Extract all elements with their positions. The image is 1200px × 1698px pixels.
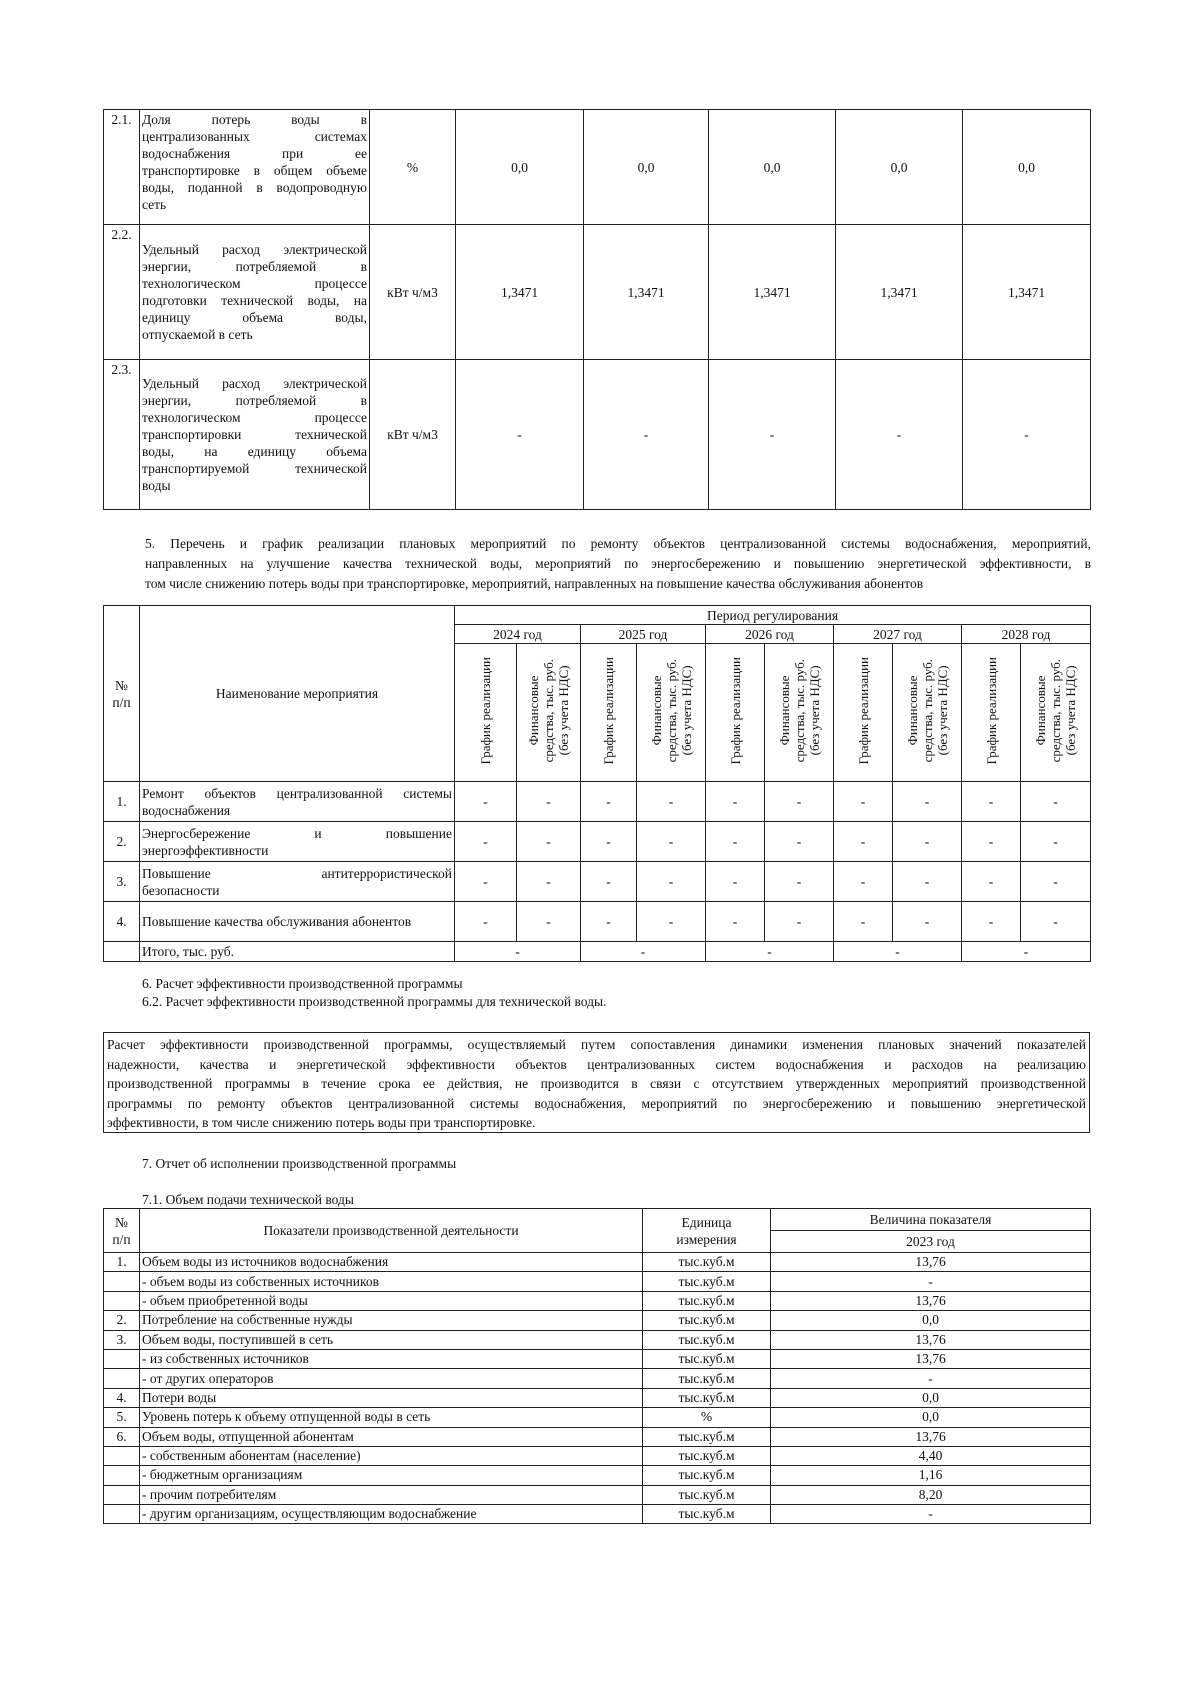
col-value-header: Величина показателя — [771, 1209, 1091, 1231]
indicator-number: 2.3. — [104, 360, 140, 510]
row-unit: тыс.куб.м — [643, 1369, 771, 1388]
indicator-value: 1,3471 — [963, 225, 1091, 360]
row-number — [104, 1369, 140, 1388]
finance-header: Финансовые средства, тыс. руб. (без учета НДС) — [1021, 644, 1091, 782]
row-unit: тыс.куб.м — [643, 1485, 771, 1504]
section5-heading: 5. Перечень и график реализации плановых мероприятий по ремонту объектов централизованной системы водоснабжения, мероприятий, направленных на улучшение качества технической воды, мероприятий по энергосбережению и повышению энергетической эффективности, в том числе снижению потерь воды при транспортировке, мероприятий, направленных на повышение качества обслуживания абонентов — [145, 536, 1091, 591]
measure-cell: - — [581, 782, 637, 822]
measure-cell: - — [706, 822, 765, 862]
row-number: 1. — [104, 1253, 140, 1272]
row-number — [104, 1466, 140, 1485]
indicator-row — [104, 110, 1091, 225]
schedule-header: График реализации — [962, 644, 1021, 782]
measure-cell: - — [834, 902, 893, 942]
section6-heading: 6. Расчет эффективности производственной программы — [142, 976, 463, 991]
measure-number: 3. — [104, 862, 140, 902]
row-unit: тыс.куб.м — [643, 1349, 771, 1368]
indicator-value: 1,3471 — [456, 225, 584, 360]
row-number — [104, 1349, 140, 1368]
section6-subheading: 6.2. Расчет эффективности производственной программы для технической воды. — [142, 994, 607, 1009]
measure-cell: - — [637, 902, 706, 942]
measure-cell: - — [765, 902, 834, 942]
table-row — [104, 1272, 1091, 1291]
table-row — [104, 1253, 1091, 1272]
col-name-header: Наименование мероприятия — [140, 606, 455, 782]
year-header: 2027 год — [834, 625, 962, 644]
measure-row — [104, 862, 1091, 902]
measure-name: Энергосбережение и повышение энергоэффективности — [140, 822, 455, 862]
measure-cell: - — [962, 902, 1021, 942]
row-value: 0,0 — [771, 1311, 1091, 1330]
measure-cell: - — [1021, 782, 1091, 822]
section7-subheading: 7.1. Объем подачи технической воды — [142, 1192, 354, 1207]
row-indicator-name: Уровень потерь к объему отпущенной воды в сеть — [140, 1408, 643, 1427]
measures-table — [103, 605, 1091, 962]
measure-number: 1. — [104, 782, 140, 822]
col-unit-header: Единица измерения — [643, 1209, 771, 1253]
measure-cell: - — [581, 862, 637, 902]
measure-cell: - — [893, 902, 962, 942]
row-number — [104, 1485, 140, 1504]
measure-cell: - — [893, 862, 962, 902]
row-number — [104, 1446, 140, 1465]
measure-row — [104, 822, 1091, 862]
row-indicator-name: Объем воды, отпущенной абонентам — [140, 1427, 643, 1446]
row-indicator-name: - от других операторов — [140, 1369, 643, 1388]
row-value: 4,40 — [771, 1446, 1091, 1465]
indicator-name: Доля потерь воды в централизованных системах водоснабжения при ее транспортировке в общем объеме воды, поданной в водопроводную сеть — [140, 110, 370, 225]
table-row — [104, 1408, 1091, 1427]
indicator-row — [104, 360, 1091, 510]
table-row — [104, 1505, 1091, 1524]
measure-number: 4. — [104, 902, 140, 942]
section7-heading: 7. Отчет об исполнении производственной программы — [142, 1156, 457, 1171]
total-cell: - — [455, 942, 581, 962]
year-header: 2026 год — [706, 625, 834, 644]
total-cell: - — [581, 942, 706, 962]
measure-cell: - — [517, 782, 581, 822]
measure-cell: - — [706, 902, 765, 942]
water-supply-table — [103, 1208, 1091, 1524]
row-number — [104, 1505, 140, 1524]
indicator-unit: кВт ч/м3 — [370, 225, 456, 360]
measure-cell: - — [455, 822, 517, 862]
measure-cell: - — [706, 782, 765, 822]
indicator-value: 0,0 — [836, 110, 963, 225]
measure-cell: - — [637, 862, 706, 902]
indicator-value: 0,0 — [709, 110, 836, 225]
indicator-value: - — [456, 360, 584, 510]
measure-cell: - — [581, 902, 637, 942]
table-row — [104, 1311, 1091, 1330]
row-unit: % — [643, 1408, 771, 1427]
measure-cell: - — [893, 822, 962, 862]
total-empty — [104, 942, 140, 962]
row-unit: тыс.куб.м — [643, 1388, 771, 1407]
row-value: 13,76 — [771, 1291, 1091, 1310]
measure-cell: - — [962, 782, 1021, 822]
measure-cell: - — [1021, 862, 1091, 902]
row-indicator-name: Потери воды — [140, 1388, 643, 1407]
indicator-value: - — [836, 360, 963, 510]
row-indicator-name: Объем воды из источников водоснабжения — [140, 1253, 643, 1272]
indicator-value: - — [709, 360, 836, 510]
measure-cell: - — [517, 902, 581, 942]
indicators-table — [103, 109, 1091, 510]
measure-cell: - — [517, 862, 581, 902]
table-row — [104, 1291, 1091, 1310]
finance-header: Финансовые средства, тыс. руб. (без учета НДС) — [637, 644, 706, 782]
indicator-value: 1,3471 — [709, 225, 836, 360]
schedule-header: График реализации — [455, 644, 517, 782]
row-value: - — [771, 1505, 1091, 1524]
row-unit: тыс.куб.м — [643, 1466, 771, 1485]
row-value: 13,76 — [771, 1427, 1091, 1446]
period-header: Период регулирования — [455, 606, 1091, 625]
measure-cell: - — [637, 782, 706, 822]
indicator-value: - — [963, 360, 1091, 510]
measure-cell: - — [765, 782, 834, 822]
row-indicator-name: - из собственных источников — [140, 1349, 643, 1368]
row-value: 0,0 — [771, 1388, 1091, 1407]
row-value: 13,76 — [771, 1253, 1091, 1272]
col-num-header: № п/п — [104, 606, 140, 782]
row-number — [104, 1291, 140, 1310]
table-row — [104, 1485, 1091, 1504]
measure-name: Повышение качества обслуживания абонентов — [140, 902, 455, 942]
row-number: 5. — [104, 1408, 140, 1427]
measure-cell: - — [893, 782, 962, 822]
row-indicator-name: - прочим потребителям — [140, 1485, 643, 1504]
measure-row — [104, 902, 1091, 942]
measure-cell: - — [455, 862, 517, 902]
row-value: 13,76 — [771, 1330, 1091, 1349]
measure-cell: - — [637, 822, 706, 862]
table-row — [104, 1388, 1091, 1407]
measure-cell: - — [455, 782, 517, 822]
measure-cell: - — [834, 862, 893, 902]
table-row — [104, 1446, 1091, 1465]
row-number: 3. — [104, 1330, 140, 1349]
measure-cell: - — [765, 822, 834, 862]
indicator-number: 2.2. — [104, 225, 140, 360]
indicator-unit: кВт ч/м3 — [370, 360, 456, 510]
measure-cell: - — [765, 862, 834, 902]
col-name-header: Показатели производственной деятельности — [140, 1209, 643, 1253]
table-row — [104, 1466, 1091, 1485]
row-value: 0,0 — [771, 1408, 1091, 1427]
indicator-value: 1,3471 — [836, 225, 963, 360]
schedule-header: График реализации — [834, 644, 893, 782]
row-indicator-name: - другим организациям, осуществляющим водоснабжение — [140, 1505, 643, 1524]
year-header: 2028 год — [962, 625, 1091, 644]
col-year-header: 2023 год — [771, 1231, 1091, 1253]
row-number: 4. — [104, 1388, 140, 1407]
measure-cell: - — [517, 822, 581, 862]
measure-cell: - — [706, 862, 765, 902]
row-value: - — [771, 1272, 1091, 1291]
measure-row — [104, 782, 1091, 822]
total-cell: - — [834, 942, 962, 962]
measure-cell: - — [581, 822, 637, 862]
measure-name: Повышение антитеррористической безопасности — [140, 862, 455, 902]
total-cell: - — [706, 942, 834, 962]
schedule-header: График реализации — [706, 644, 765, 782]
row-value: - — [771, 1369, 1091, 1388]
total-label: Итого, тыс. руб. — [140, 942, 455, 962]
row-number: 6. — [104, 1427, 140, 1446]
indicator-name: Удельный расход электрической энергии, потребляемой в технологическом процессе транспортировки технической воды, на единицу объема транспортируемой технической воды — [140, 360, 370, 510]
row-indicator-name: - объем приобретенной воды — [140, 1291, 643, 1310]
row-indicator-name: Объем воды, поступившей в сеть — [140, 1330, 643, 1349]
indicator-value: 0,0 — [584, 110, 709, 225]
efficiency-note-box: Расчет эффективности производственной программы, осуществляемый путем сопоставления динамики изменения плановых значений показателей надежности, качества и энергетической эффективности объектов централизованных систем водоснабжения и расходов на реализацию производственной программы в течение срока ее действия, не производится в связи с отсутствием утвержденных мероприятий производственной программы по ремонту объектов централизованной системы водоснабжения, мероприятий по энергосбережению и повышению энергетической эффективности, в том числе снижению потерь воды при транспортировке. — [103, 1032, 1090, 1133]
measure-cell: - — [962, 862, 1021, 902]
finance-header: Финансовые средства, тыс. руб. (без учета НДС) — [765, 644, 834, 782]
finance-header: Финансовые средства, тыс. руб. (без учета НДС) — [893, 644, 962, 782]
row-indicator-name: - бюджетным организациям — [140, 1466, 643, 1485]
measure-name: Ремонт объектов централизованной системы водоснабжения — [140, 782, 455, 822]
row-unit: тыс.куб.м — [643, 1505, 771, 1524]
measure-number: 2. — [104, 822, 140, 862]
year-header: 2025 год — [581, 625, 706, 644]
row-value: 13,76 — [771, 1349, 1091, 1368]
row-value: 8,20 — [771, 1485, 1091, 1504]
measure-cell: - — [834, 782, 893, 822]
row-unit: тыс.куб.м — [643, 1253, 771, 1272]
measure-cell: - — [962, 822, 1021, 862]
table-row — [104, 1369, 1091, 1388]
measure-cell: - — [455, 902, 517, 942]
row-unit: тыс.куб.м — [643, 1330, 771, 1349]
finance-header: Финансовые средства, тыс. руб. (без учета НДС) — [517, 644, 581, 782]
indicator-number: 2.1. — [104, 110, 140, 225]
measure-cell: - — [1021, 902, 1091, 942]
row-unit: тыс.куб.м — [643, 1291, 771, 1310]
table-row — [104, 1349, 1091, 1368]
row-unit: тыс.куб.м — [643, 1272, 771, 1291]
row-number: 2. — [104, 1311, 140, 1330]
measure-cell: - — [834, 822, 893, 862]
indicator-value: 0,0 — [963, 110, 1091, 225]
indicator-value: 0,0 — [456, 110, 584, 225]
indicator-name: Удельный расход электрической энергии, потребляемой в технологическом процессе подготовки технической воды, на единицу объема воды, отпускаемой в сеть — [140, 225, 370, 360]
row-number — [104, 1272, 140, 1291]
indicator-value: - — [584, 360, 709, 510]
row-value: 1,16 — [771, 1466, 1091, 1485]
row-indicator-name: - собственным абонентам (население) — [140, 1446, 643, 1465]
row-unit: тыс.куб.м — [643, 1311, 771, 1330]
year-header: 2024 год — [455, 625, 581, 644]
total-cell: - — [962, 942, 1091, 962]
total-row — [104, 942, 1091, 962]
indicator-row — [104, 225, 1091, 360]
schedule-header: График реализации — [581, 644, 637, 782]
table-row — [104, 1427, 1091, 1446]
indicator-value: 1,3471 — [584, 225, 709, 360]
row-indicator-name: Потребление на собственные нужды — [140, 1311, 643, 1330]
row-unit: тыс.куб.м — [643, 1427, 771, 1446]
water-supply-rows — [104, 1253, 1091, 1524]
row-indicator-name: - объем воды из собственных источников — [140, 1272, 643, 1291]
col-num-header: № п/п — [104, 1209, 140, 1253]
row-unit: тыс.куб.м — [643, 1446, 771, 1465]
table-row — [104, 1330, 1091, 1349]
indicator-unit: % — [370, 110, 456, 225]
measure-cell: - — [1021, 822, 1091, 862]
